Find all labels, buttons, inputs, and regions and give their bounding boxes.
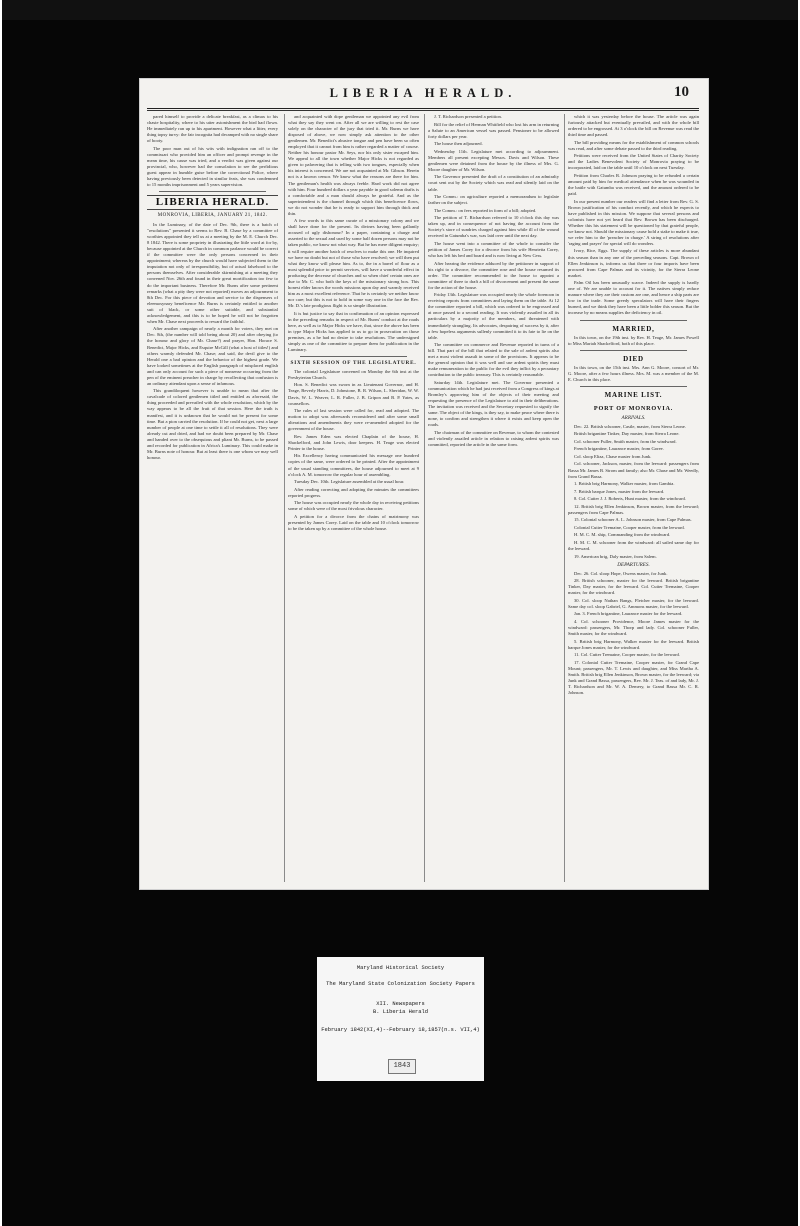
- paragraph: After reading correcting and adopting the minutes the committees reported progress.: [288, 486, 419, 498]
- divider: [159, 191, 266, 192]
- column-rule: [284, 114, 285, 882]
- marine-entry: Col. schooner Fuller, Smith master, from the windward.: [574, 438, 677, 444]
- masthead-title: LIBERIA HERALD.: [329, 86, 517, 100]
- marine-entry: Col. sloop Eliza, Chase master from Junk.: [574, 453, 652, 459]
- marine-entry: 15. Colonial schooner A. L. Johnson master, from Cape Palmas.: [574, 517, 692, 523]
- marine-entry: H. M. C. M. schooner from the windward: all sailed same day for the leeward.: [568, 539, 699, 552]
- married-heading: MARRIED,: [612, 324, 655, 333]
- paragraph: This grandiloquent however is unable to mean that after the cavalcade of colored gentlemen titled and entitled as aforesaid, the thing proceeded and prevailed with the whole resolution, which by the way appears to be all the fruit of that session. Here the truth is manifest, and it is unknown that he would not be present for some time. But a pion carried the resolution. If he could not get, next a large number of people at one time to settle it all of resolutions. They were already cut and dried, and had we doubt been prepared by Mr. Chase and handed over to the obsequious and pliant Mr. Burns, to be passed and recorded for publication in Africa's Luminary. This could make in Mr. Burns note of honour. But at least there is one whom we may well honour.: [147, 388, 278, 460]
- paragraph: pared himself to provide a delicate breakfast, as a climax to his chaste hospitality, where to his utter astonishment the bird had flown. He immediately ran up to his apartment. However what a litter, every thing topsy turvy: the fair incognita had decamped with no single share of booty.: [147, 114, 278, 144]
- reel-number: 1843: [388, 1059, 416, 1074]
- divider: [580, 320, 687, 321]
- paragraph: His Excellency having communicated his message one hundred copies of the same, were ordered to be printed. After the appointment of the usual standing committees, the house adjourned to meet at 9 o'clock A. M. tomorrow the regular hour of assembling.: [288, 453, 419, 477]
- marine-entry: 7. British barque Jones, master from the leeward.: [574, 488, 665, 494]
- marine-entry: 28. British schooner, master for the leeward. British brigantine Tinker, Day master, for the leeward. Col. Cutter Tremaine, Cooper master, for the windward.: [568, 578, 699, 596]
- card-institution: Maryland Historical Society: [356, 965, 445, 971]
- card-series: XII. Newspapers: [376, 1001, 425, 1007]
- marine-entry: 4. Col. schooner Providence, Moore James master for the windward: passengers, Mr. Thorp and lady. Col. schooner Fuller, Smith master, for the windward.: [568, 618, 699, 637]
- card-date-range: February 1842(XI,4)--February 18,1857(n.s. VII,4): [321, 1027, 480, 1033]
- paragraph: After hearing the evidence adduced by the petitioner in support of his right to a divorce, the committee rose and the house resumed its order. The committee recommended to the house to appoint a committee of three to draft a bill of divorcement and present the same for the action of the house.: [428, 260, 559, 290]
- paragraph: The Comm.: on agriculture reported a memorandum to legislate farther on the subject.: [428, 194, 559, 206]
- marine-entry: 30. Col. sloop Nathan Bangs, Fletcher master, for the leeward. Same day col. sloop Gabriel, G. Ammons master, for the leeward.: [568, 597, 699, 609]
- column-rule: [424, 114, 425, 882]
- section-title: LIBERIA HERALD.: [147, 195, 278, 210]
- masthead-rule: [147, 110, 699, 111]
- card-collection: The Maryland State Colonization Society Papers: [326, 981, 475, 987]
- paragraph: The house then adjourned.: [434, 141, 483, 147]
- dateline: MONROVIA, LIBERIA, JANUARY 21, 1842.: [157, 213, 268, 219]
- paragraph: In our present number our readers will find a letter from Rev. G. S. Brown justification of his conduct recently, and which he expects to have published in this mission. We suppose that several persons and colonists have not yet heard that Rev. Brown has been discharged. Whether this his statement will be questioned by that grateful people, we know not. Should the missionary cause hold a stake to make it true, we refer him to the 'preacher in charge.' A string of resolutions after 'raging and prayer' for special will do wonders.: [568, 198, 699, 246]
- paragraph: which it was yesterday before the house. The article was again furiously attacked but eventually prevailed, and with the whole bill ordered to be engrossed. At 3 o'clock the bill on Revenue was read the third time and passed.: [568, 114, 699, 138]
- arrivals-heading: ARRIVALS.: [621, 414, 646, 421]
- paragraph: The Comm.: on fees reported in form of a bill; adopted.: [434, 207, 537, 213]
- column-rule: [564, 114, 565, 882]
- paragraph: The committee on commerce and Revenue reported in turns of a bill. That part of the bill that related to the sale of ardent spirits also met a most violent assault in some of the provisions. It appears to be the general opinion that it was well and use ardent spirits they must make remuneration to the public for the evil they inflict by a pecuniary contribution to the public treasury. This is certainly reasonable.: [428, 342, 559, 378]
- paragraph: J. T. Richardson presented a petition.: [434, 114, 502, 119]
- film-edge: [2, 0, 798, 20]
- paragraph: The bill providing means for the establishment of common schools was read, and after some debate passed to the third reading.: [568, 139, 699, 151]
- paragraph: The rules of last session were called for, read and adopted. The motion to adopt was afterwards reconsidered and after some small alterations and amendments they were re-amended adopted for the government of the house.: [288, 408, 419, 432]
- arrivals-list: [568, 424, 699, 560]
- paragraph: In the Luminary, of the date of Dec. 9th, there is a batch of "resolutions" presented it seems to Rev. B. Chase by a committee of worthies appointed they tell us at a meeting by the M. E. Church Dec. 8 1842. There is some propriety in illustrating the little word at for by, because appointed at the Church in common parlance would be correct if the committee were the only persons concerned in their appointment; whereas by the church would have subjected them to the imputation not only of irresponsibility, but of actual falsehood to the persons themselves. After considerable skirmishing at a meeting they convened Nov. 26th and found in their great mortification too few to do the important business. Therefore Mr. Burns after some pertinent remarks (what a pity they were not reported) moves an adjournment to 8th Dec. For this piece of devotion and service to the dispensers of eleemosynary beneficence Mr. Burns is certainly entitled to another suit of black, or some other suitable, and substantial acknowledgement, and this is to be hoped he will not be forgotten when Mr. Chase next proceeds to reward the faithful.: [147, 222, 278, 324]
- archive-target-card: [317, 957, 484, 1081]
- paragraph: Tuesday Dec. 10th. Legislature assembled at the usual hour.: [294, 479, 405, 485]
- departures-heading: DEPARTURES.: [617, 561, 650, 568]
- paragraph: The house went into a committee of the whole to consider the petition of James Corey for a divorce from his wife Henrietta Corey, who has left his bed and board and is now living at New Cess.: [428, 240, 559, 258]
- paragraph: The house was occupied nearly the whole day in receiving petitions some of which were of the most frivolous character.: [288, 500, 419, 512]
- column-layout: [147, 114, 701, 884]
- port-heading: PORT OF MONROVIA.: [593, 404, 674, 412]
- paragraph: Palm Oil has been unusually scarce. Indeed the supply is hardly one of. We are unable to account for it. The natives simply reduce manure where they are their custom are one, and hence a ship parts are low in the trade. Some greedy speculators will have their fingers burned, and we think they have been a little bolder this season. But the increase by no means supplies the deficiency in oil.: [568, 280, 699, 316]
- newspaper-page: [139, 78, 709, 890]
- marine-entry: Jan. 3. French brigantine, Laurance master for the leeward.: [574, 611, 683, 617]
- column-4: [568, 114, 699, 882]
- paragraph: and acquainted with dope gentleman we appointed any evil from what they say they went on. After all we are willing to rest the case solely on the character of the jury that tried it. Mr. Burns we have disposed of above, we now simply ask attention to the other gentlemen. Mr. Benedict's abusive tongue and pen have been so often employed that it cannot from him is rather regarded a matter of course. Neither his honour pastor Mr. Seys, nor his only sister escaped him. We appeal to all the town whether Major Hicks is not regarded as given to palavering that is telling with two tongues, especially when his interest is concerned. We are not acquainted at Mr. Gibson. Herein not is a known censor. We know what the reasons are there for him. The gentleman's health was always feeble. Hard work did not agree with him. Four hundred dollars a year payable in good solemn drafts is a comfortable and a man should always be grateful. And as the superintendent is the channel through which this beneficence flows, we do not wonder that he is ready to support him through thick and thin.: [288, 114, 419, 216]
- marine-entry: 17. Colonial Cutter Tremaine, Cooper master, for Grand Cape Mount; passengers, Mr. T. Lewis and daughter, and Miss Martha A. Smith. British brig Ellen Jenkinson, Brown master, for the leeward; via Junk and Grand Bassa, passengers, Rev. Mr. J. Teas. of and lady, Mr. J. T. Richardson and Mr. W. A. Demery, to Grand Bassa Mr. C. R. Johnson.: [568, 659, 699, 695]
- paragraph: The Governor presented the draft of a constitution of an admiralty court sent out by the Society which was read and silently laid on the table.: [428, 174, 559, 192]
- marine-entry: 12. British brig Ellen Jenkinson, Brown master, from the leeward; passengers from Cape Palmas.: [568, 503, 699, 515]
- paragraph: Friday 13th. Legislature was occupied nearly the whole forenoon in receiving reports from committees and laying them on the table. At 12 the committee reported a bill, which was ordered to be engrossed and at once passed to a second reading. It was violently assailed in all its particulars by a majority of the members, and threatened with immediately strangling. Its advocates, despairing of success by it, after a few hopeless arguments sullenly committed it to its fate to lie on the table.: [428, 292, 559, 340]
- marine-entry: Dec. 22. British schooner, Castle, master, from Sierra Leone.: [574, 423, 686, 429]
- divider: [580, 386, 687, 387]
- column-2: [288, 114, 419, 882]
- paragraph: Saturday 14th. Legislature met. The Governor presented a communication which he had just received from a Congress of kings at Bromley's approving him of the objects of their meeting and requesting the presence of the Legislature to aid in their deliberations. The invitation was received and the Secretary requested to signify the same. The object of the kings, is they say, to make peace where there is none, to confirm and strengthen it where it exists and keep open the roads.: [428, 379, 559, 428]
- paragraph: The colonial Legislature convened on Monday the 6th inst at the Presbyterian Church.: [288, 368, 419, 380]
- paragraph: Petitions were received from the United States of Charity Society and the Ladies Benevolent Society of Monrovia praying to be incorporated, laid on the table until 10 o'clock on next Tuesday.: [568, 153, 699, 171]
- departures-list: [568, 571, 699, 696]
- paragraph: Petition from Charles R. Johnson praying to be refunded a certain amount paid by him for medical attendance when he was wounded in the battle with Gatumba was received, and the amount ordered to be paid.: [568, 172, 699, 197]
- paragraph: The poor man out of his wits with indignation ran off to the commissari who provided him an officer and prompt revenge in the mean time, his cause was tried, and a verdict was given against our provincial, who, however had the consolation to see the perfidious guest appear in humble guise before the correctional Police, where having previously been detected in similar feats, she was condemned to 15 months imprisonment and 5 years supervision.: [147, 145, 278, 188]
- paragraph: A petition for a divorce from the chains of matrimony was presented by James Corey. Laid on the table and 10 o'clock tomorrow to be the taken up by a committee of the whole house.: [288, 513, 419, 531]
- masthead: [147, 84, 699, 109]
- paragraph: The petition of T. Richardson referred to 10 o'clock this day was taken up, and in consequence of not having the account from the Society's store of sundries charged against him while ill of the wound received in Gatumba's war, was laid over until the next day.: [428, 215, 559, 239]
- column-1: [147, 114, 278, 882]
- marine-entry: 8. Col. Cutter J. J. Roberts, Hunt master, from the windward.: [574, 496, 686, 502]
- marine-entry: H. M. C. M. ship, Commanding from the windward.: [574, 532, 671, 538]
- paragraph: Rev. James Eden was elected Chaplain of the house, H. Shackelford, and John Lewis, door keepers. H. Teage was elected Printer to the house.: [288, 433, 419, 451]
- marine-entry: Dec. 26. Col. sloop Hope, Owens master, for Junk.: [574, 570, 668, 576]
- divider: [580, 350, 687, 351]
- marine-entry: 19. American brig, Daly master, from Salem.: [574, 553, 657, 559]
- divider: [300, 356, 407, 357]
- paragraph: Wednesday 11th. Legislature met according to adjournment. Members all present excepting Messrs. Davis and Wilson. These gentlemen were detained from the house by the illness of Mrs. G. Moore daughter of Mr. Wilson.: [428, 148, 559, 172]
- card-subseries: B. Liberia Herald: [373, 1009, 428, 1015]
- marine-entry: 11. Col. Cutter Tremaine, Cooper master, for the leeward.: [574, 652, 680, 658]
- marine-entry: Colonial Cutter Tremaine, Cooper master, from the leeward.: [574, 524, 685, 530]
- died-heading: DIED: [623, 354, 644, 363]
- married-notice: In this town, on the 19th inst. by Rev. H. Teage, Mr. James Powell to Miss Mariah Shackelford, both of this place.: [568, 334, 699, 346]
- paragraph: Bill for the relief of Herman Whitfield who lost his arm in returning a Salute to an American vessel was passed. Pensioner to be allowed forty dollars per year.: [428, 121, 559, 139]
- page-number: 10: [674, 84, 689, 100]
- paragraph: After another campaign of nearly a month for voters, they met on Dec. 8th, (the number will told being about 20) and after obeying (to the honour and glory of Mr. Chase?) and prayer, Hon. Horace S. Benedict, Major Hicks, and Esquire McGill (what a host of titles!) and others warmly defended Mr. Chase; and said, the devil give to the Herald one a bad opinion and the behavior of the highest grade. We have looked sometimes at the English paragraph of misplaced english and can only account for such a piece of nonsense occurring from the pen of the eminent preacher in charge by recollecting that confusion is an ordinary attendant upon a sense of infamous.: [147, 326, 278, 386]
- marine-entry: 5. British brig Harmony, Walker master for the leeward. British barque Jones master, for the windward.: [568, 638, 699, 650]
- death-notice: In this town, on the 15th inst. Mrs. Ann G. Moore, consort of Mr. G. Moore, after a few hours illness. Mrs. M. was a member of the M. E. Church in this place.: [568, 364, 699, 382]
- marine-list-heading: MARINE LIST.: [604, 390, 663, 399]
- paragraph: A few words to this same curate of a missionary colony and we shall have done for the present. Its divines having been gallantly accused of ugly dishonour? In a paper, containing a charge and asserted to the sexual and used by some half dozen persons may not be taken public, we know not what way. But he has mere diligent enquiry; it will require another batch of resolves to make this one. He inquired we have no doubt but not of those who have resolved; we will then put what they know will please him. As to, the in a barrel of flour as a most splendid price to permit services, will have a wonderful effect in producing the decrease of churches and so when chief certain ones are due to Mr. C. who both the keys of the missionary strong box. This honest elder knows the words missions upon day and warmly received him as a most excellent reference. That he is certainly we neither know nor care; but this is not to hold in some way one in the face the Rev. Mr. D.'s late prodigious flight is so simple illustration.: [288, 218, 419, 308]
- marine-entry: Col. schooner, Jackson, master, from the leeward: passengers from Bassa Mr. James B. Strom and family; also Mr. Chase and Mr. Weedly, from Grand Bassa.: [568, 461, 699, 479]
- article-heading: SIXTH SESSION OF THE LEGISLATURE.: [290, 359, 417, 366]
- marine-entry: 1. British brig Harmony, Walker master, from Gambia.: [574, 481, 675, 487]
- paragraph: The chairman of the committee on Revenue, to whom the contested and violently assailed article in relation to raising ardent spirits was committed, reported the article in the same form.: [428, 429, 559, 447]
- marine-entry: French brigantine, Laurance master, from Goree.: [574, 446, 664, 452]
- column-3: [428, 114, 559, 882]
- paragraph: Hon. S. Benedict was sworn in as Lieutenant Governor, and H. Teage, Beverly Harris, D. Johnstone, B. R. Wilson, L. Sheridan, W. W. Davis, W. L. Weaver, L. R. Fuller, J. B. Gripon and B. P. Yates, as counsellors.: [288, 382, 419, 406]
- marine-entry: British brigantine Tinker, Day master, from Sierra Leone.: [574, 431, 680, 437]
- paragraph: It is but justice to say that in confirmation of an opinion expressed in the preceding remarks in respect of Mr. Burns' conduct at the roads here, as well as to Major Hicks we have, that, since the above has been in type Major Hicks has applied to us to go in prosecution on those premises, as a he had no desire to take resolutions. The undersigned simply as one of the committee to prepare them for publication in the Luminary.: [288, 310, 419, 352]
- paragraph: Ivory, Rice, Eggs. The supply of these articles is more abundant this season than in any one of the preceding seasons. Capt. Brown of Ellen Jenkinson is, informs us that three or four imports have been procured from Cape Palmas and its vicinity, for the Sierra Leone market.: [568, 248, 699, 278]
